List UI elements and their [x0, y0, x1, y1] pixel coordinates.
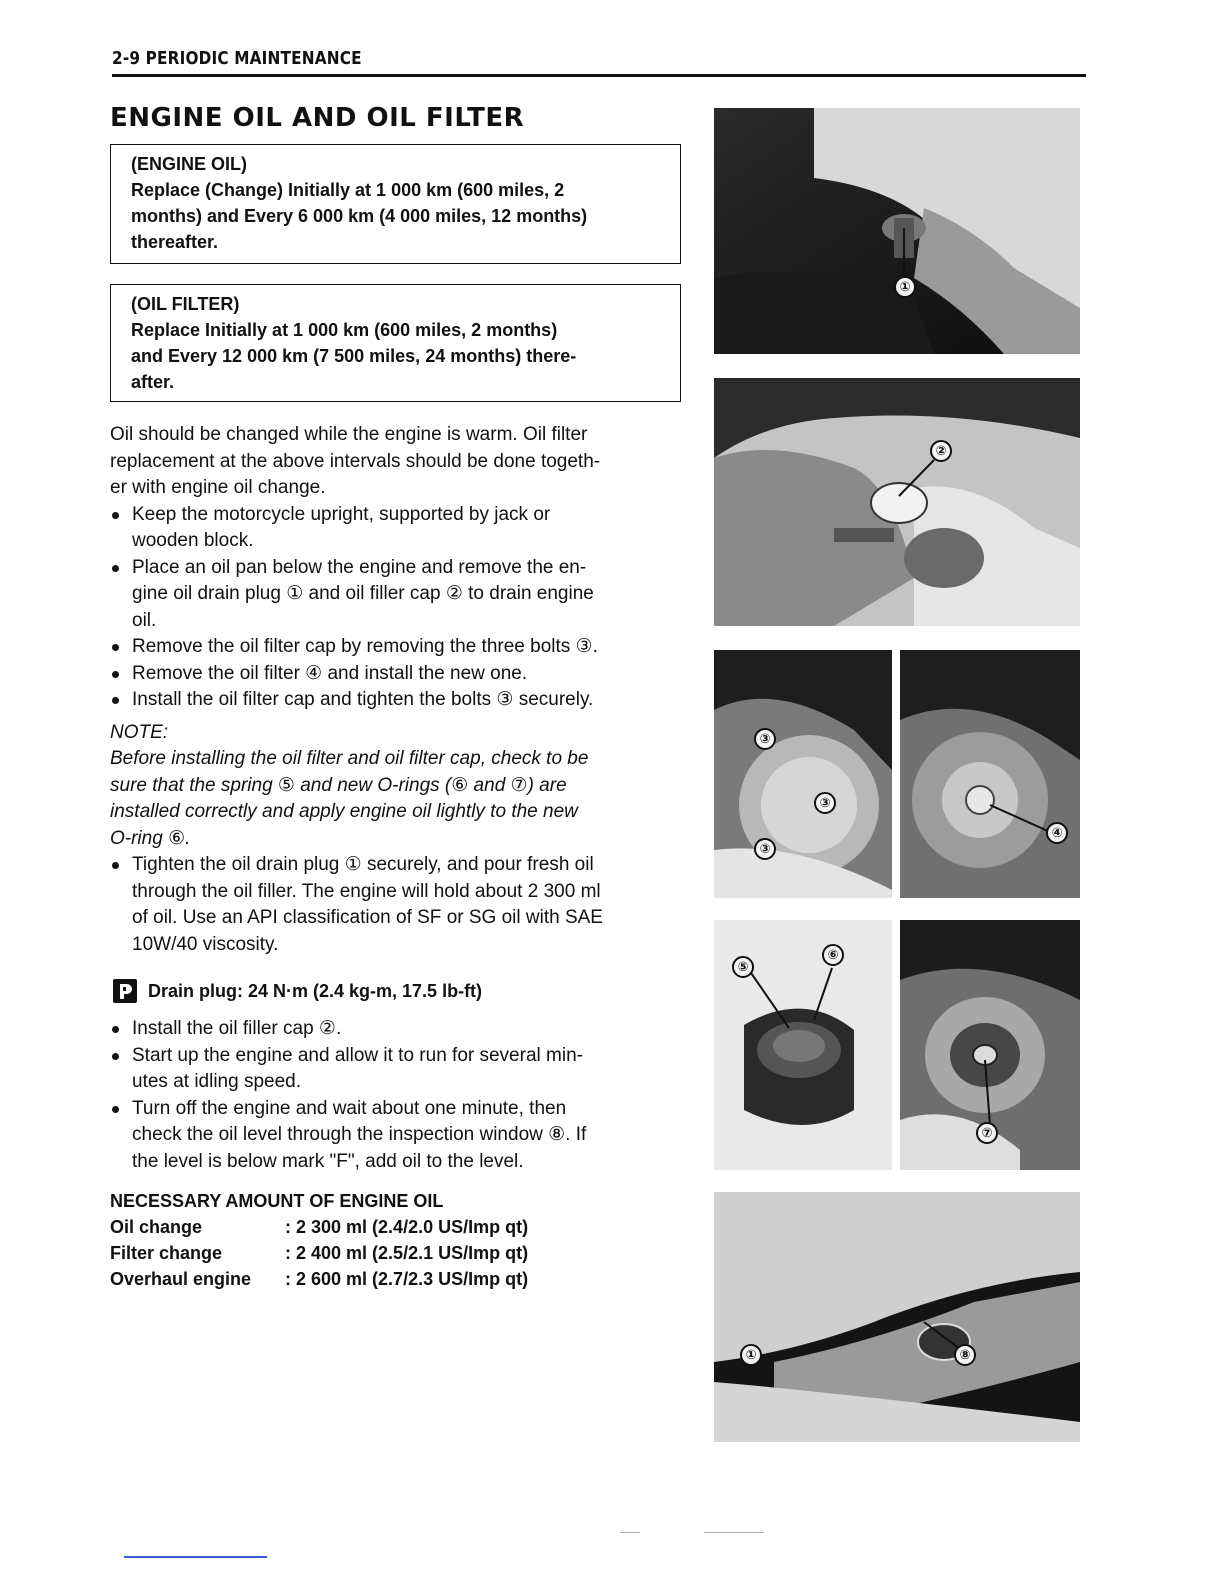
box-line: thereafter. [131, 232, 219, 252]
callout-label: ④ [1046, 822, 1068, 844]
callout-label: ⑧ [954, 1344, 976, 1366]
page-header [112, 48, 1086, 77]
list-item: Turn off the engine and wait about one minute, then check the oil level through the inspection window ⑧. If the level is below mark "F", add oil to the level. [110, 1096, 688, 1176]
intro-line: er with engine oil change. [110, 477, 326, 498]
photo-inspection-window [714, 1192, 1080, 1442]
oil-amount-table [110, 1188, 528, 1292]
list-item: Tighten the oil drain plug ① securely, and pour fresh oil through the oil filler. The engine will hold about 2 300 ml of oil. Use an API classification of SF or SG oil with SAE 10W/40 viscosity. [110, 852, 688, 958]
note-line: sure that the spring ⑤ and new O-rings (⑥ and ⑦) are [110, 774, 567, 796]
callout-label: ⑤ [732, 956, 754, 978]
procedure-text [110, 422, 688, 958]
note-line: installed correctly and apply engine oil lightly to the new [110, 801, 578, 822]
callout-label: ⑥ [822, 944, 844, 966]
callout-label: ⑦ [976, 1122, 998, 1144]
table-row: Overhaul engine : 2 600 ml (2.7/2.3 US/Imp qt) [110, 1269, 529, 1289]
box-heading: (OIL FILTER) [131, 294, 240, 314]
scan-artifact [704, 1532, 764, 1533]
list-item: Install the oil filler cap ②. [110, 1016, 688, 1043]
box-line: Replace Initially at 1 000 km (600 miles, 2 months) [131, 320, 558, 340]
torque-wrench-icon [112, 978, 138, 1004]
intro-line: Oil should be changed while the engine is warm. Oil filter [110, 424, 588, 445]
list-item: Install the oil filter cap and tighten the bolts ③ securely. [110, 687, 688, 714]
list-item: Start up the engine and allow it to run for several min- utes at idling speed. [110, 1043, 688, 1096]
intro-line: replacement at the above intervals should be done togeth- [110, 450, 601, 472]
box-line: and Every 12 000 km (7 500 miles, 24 months) there- [131, 346, 577, 366]
torque-spec [112, 978, 482, 1004]
photo-oil-filter [900, 650, 1080, 898]
scan-artifact [124, 1556, 267, 1558]
note-line: O-ring ⑥. [110, 827, 191, 849]
table-row: Oil change : 2 300 ml (2.4/2.0 US/Imp qt) [110, 1217, 529, 1237]
box-line: after. [131, 372, 175, 392]
torque-text: Drain plug: 24 N·m (2.4 kg-m, 17.5 lb-ft) [148, 980, 483, 1001]
procedure-text-final [110, 1016, 688, 1175]
note-line: Before installing the oil filter and oil filter cap, check to be [110, 748, 589, 769]
box-line: Replace (Change) Initially at 1 000 km (600 miles, 2 [131, 180, 565, 200]
callout-label: ② [930, 440, 952, 462]
oil-filter-interval-box [110, 284, 681, 402]
table-row: Filter change : 2 400 ml (2.5/2.1 US/Imp qt) [110, 1243, 529, 1263]
callout-label: ③ [814, 792, 836, 814]
photo-oil-filler-cap [714, 378, 1080, 626]
note-label: NOTE: [110, 721, 169, 743]
section-label: 2-9 PERIODIC MAINTENANCE [112, 48, 362, 69]
list-item: Remove the oil filter cap by removing the three bolts ③. [110, 634, 688, 661]
list-item: Remove the oil filter ④ and install the new one. [110, 661, 688, 688]
photo-filter-cap-bolts [714, 650, 892, 898]
box-line: months) and Every 6 000 km (4 000 miles, 12 months) [131, 206, 588, 226]
box-heading: (ENGINE OIL) [131, 154, 247, 174]
list-item: Place an oil pan below the engine and remove the en- gine oil drain plug ① and oil filler cap ② to drain engine oil. [110, 555, 688, 635]
photo-filter-cap-spring [714, 920, 892, 1170]
callout-label: ① [894, 276, 916, 298]
list-item: Keep the motorcycle upright, supported by jack or wooden block. [110, 502, 688, 555]
photo-filter-housing [900, 920, 1080, 1170]
callout-label: ③ [754, 838, 776, 860]
scan-artifact [620, 1532, 640, 1533]
photo-drain-plug [714, 108, 1080, 354]
callout-label: ③ [754, 728, 776, 750]
engine-oil-interval-box [110, 144, 681, 264]
table-heading: NECESSARY AMOUNT OF ENGINE OIL [110, 1191, 444, 1211]
page-title: ENGINE OIL AND OIL FILTER [110, 103, 525, 133]
callout-label: ① [740, 1344, 762, 1366]
